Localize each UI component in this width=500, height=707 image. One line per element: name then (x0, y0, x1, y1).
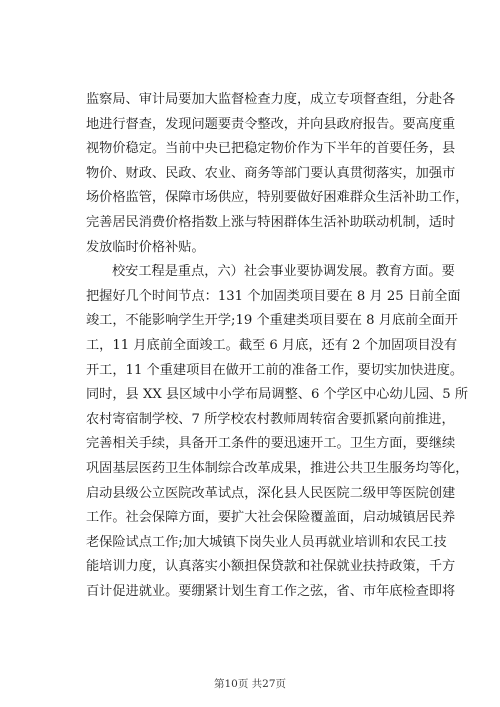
text-line: 开工，11 个重建项目在做开工前的准备工作，要切实加快进度。 (86, 362, 464, 378)
text-line: 发放临时价格补贴。 (86, 239, 205, 255)
text-line: 完善居民消费价格指数上涨与特困群体生活补助联动机制，适时 (86, 214, 456, 230)
text-line: 启动县级公立医院改革试点，深化县人民医院二级甲等医院创建 (86, 485, 456, 501)
text-line: 老保险试点工作;加大城镇下岗失业人员再就业培训和农民工技 (86, 534, 447, 550)
text-line: 竣工，不能影响学生开学;19 个重建类项目要在 8 月底前全面开 (86, 313, 458, 329)
text-line: 农村寄宿制学校、7 所学校农村教师周转宿舍要抓紧向前推进， (86, 411, 455, 427)
body-text (86, 88, 469, 604)
text-line: 巩固基层医药卫生体制综合改革成果，推进公共卫生服务均等化， (86, 460, 469, 476)
text-line: 工作。社会保障方面，要扩大社会保险覆盖面，启动城镇居民养 (86, 510, 456, 526)
text-line: 视物价稳定。当前中央已把稳定物价作为下半年的首要任务，县 (86, 141, 456, 157)
text-line: 能培训力度，认真落实小额担保贷款和社保就业扶持政策，千方 (86, 559, 456, 575)
text-line: 把握好几个时间节点：131 个加固类项目要在 8 月 25 日前全面 (86, 288, 461, 304)
text-line: 监察局、审计局要加大监督检查力度，成立专项督查组，分赴各 (86, 92, 456, 107)
text-line: 场价格监管，保障市场供应，特别要做好困难群众生活补助工作， (86, 190, 469, 206)
text-line: 物价、财政、民政、农业、商务等部门要认真贯彻落实，加强市 (86, 165, 456, 181)
text-line: 地进行督查，发现问题要责令整改，并向县政府报告。要高度重 (86, 116, 456, 132)
text-line: 完善相关手续，具备开工条件的要迅速开工。卫生方面，要继续 (86, 436, 456, 452)
page-number-footer: 第10页 共27页 (213, 678, 287, 690)
text-line: 同时，县 XX 县区域中小学布局调整、6 个学区中心幼儿园、5 所 (86, 387, 469, 403)
text-line: 工，11 月底前全面竣工。截至 6 月底，还有 2 个加固项目没有 (86, 337, 458, 353)
text-line: 百计促进就业。要绷紧计划生育工作之弦，省、市年底检查即将 (86, 583, 456, 599)
paragraph-first-line: 校安工程是重点，六）社会事业要协调发展。教育方面。要 (112, 264, 455, 280)
